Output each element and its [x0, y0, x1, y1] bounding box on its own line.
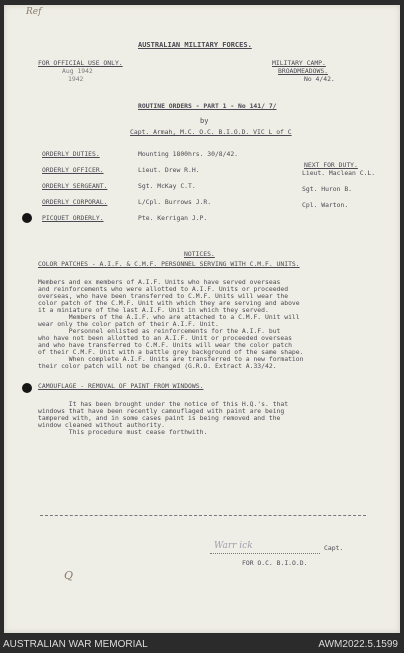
signature-scrawl: Warr ick	[214, 541, 253, 551]
para1-line-12: their color patch will not be changed (G.R.O. Extract A.33/42.	[38, 362, 277, 370]
signature-rank: Capt.	[324, 544, 344, 552]
orders-by: by	[200, 117, 209, 125]
document-page	[4, 5, 400, 633]
para2-line-4: This procedure must cease forthwith.	[38, 428, 208, 436]
para2-line-3: window cleaned without authority.	[38, 421, 165, 429]
duty-value-4: Pte. Kerrigan J.P.	[138, 214, 208, 222]
next-duty-label: NEXT FOR DUTY.	[304, 161, 358, 169]
camouflage-heading: CAMOUFLAGE - REMOVAL OF PAINT FROM WINDOWS.	[38, 382, 204, 390]
duty-value-3: L/Cpl. Burrows J.R.	[138, 198, 212, 206]
punch-hole-top	[22, 213, 32, 223]
punch-hole-bottom	[22, 383, 32, 393]
para1-line-1: and reinforcements who were allotted to A.I.F. Units or proceeded	[38, 285, 289, 293]
duty-label-1: ORDERLY OFFICER.	[42, 166, 104, 174]
para1-line-3: color patch of the C.M.F. Unit with which they are serving and above	[38, 299, 300, 307]
org-heading: AUSTRALIAN MILITARY FORCES.	[138, 41, 252, 49]
para1-line-10: of their C.M.F. Unit with a battle grey background of the same shape.	[38, 348, 304, 356]
order-number: No 4/42.	[304, 75, 335, 83]
archive-footer	[0, 634, 404, 653]
para1-line-7: Personnel enlisted as reinforcements for the A.I.F. but	[38, 327, 281, 335]
security-classification: FOR OFFICIAL USE ONLY.	[38, 59, 123, 67]
para1-line-11: When complete A.I.F. Units are transferred to a new formation	[38, 355, 304, 363]
para1-line-2: overseas, who have been transferred to C.M.F. Units will wear the	[38, 292, 289, 300]
date-left-1: Aug 1942	[62, 67, 93, 75]
corner-mark: Ref	[26, 7, 42, 17]
para2-line-1: windows that have been recently camouflaged with paint are being	[38, 407, 285, 415]
para2-line-0: It has been brought under the notice of this H.Q.'s. that	[38, 400, 289, 408]
separator-rule	[40, 515, 366, 516]
duty-value-1: Lieut. Drew R.H.	[138, 166, 200, 174]
bottom-mark: Q	[64, 569, 74, 582]
orders-title: ROUTINE ORDERS - PART 1 - No 141/ 7/	[138, 102, 277, 110]
duty-value-0: Mounting 1800hrs. 30/8/42.	[138, 150, 239, 158]
date-left-2: 1942	[68, 75, 84, 83]
footer-accession: AWM2022.5.1599	[318, 639, 398, 650]
para1-line-5: Members of the A.I.F. who are attached to a C.M.F. Unit will	[38, 313, 300, 321]
camp-place: BROADMEADOWS.	[278, 67, 329, 75]
camp-name: MILITARY CAMP.	[272, 59, 326, 67]
footer-institution: AUSTRALIAN WAR MEMORIAL	[3, 639, 148, 650]
colour-patches-heading: COLOR PATCHES - A.I.F. & C.M.F. PERSONNEL SERVING WITH C.M.F. UNITS.	[38, 260, 300, 268]
next-duty-officer: Lieut. Maclean C.L.	[302, 169, 376, 177]
duty-value-2: Sgt. McKay C.T.	[138, 182, 196, 190]
duty-label-4: PICQUET ORDERLY.	[42, 214, 104, 222]
signature-line	[210, 553, 320, 554]
next-duty-sergeant: Sgt. Huron B.	[302, 185, 353, 193]
duty-label-3: ORDERLY CORPORAL.	[42, 198, 108, 206]
para1-line-0: Members and ex members of A.I.F. Units who have served overseas	[38, 278, 281, 286]
notices-heading: NOTICES.	[184, 250, 215, 258]
para1-line-6: wear only the color patch of their A.I.F. Unit.	[38, 320, 219, 328]
duty-label-2: ORDERLY SERGEANT.	[42, 182, 108, 190]
para1-line-9: and who have transferred to C.M.F. Units will wear the color patch	[38, 341, 292, 349]
para1-line-8: who have not been allotted to an A.I.F. Unit or proceeded overseas	[38, 334, 292, 342]
signature-for: FOR O.C. B.I.O.D.	[242, 559, 308, 567]
orders-authority: Capt. Armah, M.C. O.C. B.I.O.D. VIC L of C	[130, 128, 292, 136]
para2-line-2: tampered with, and in some cases paint is being removed and the	[38, 414, 281, 422]
next-duty-corporal: Cpl. Warton.	[302, 201, 349, 209]
duty-label-0: ORDERLY DUTIES.	[42, 150, 100, 158]
para1-line-4: it a miniature of the last A.I.F. Unit in which they served.	[38, 306, 269, 314]
